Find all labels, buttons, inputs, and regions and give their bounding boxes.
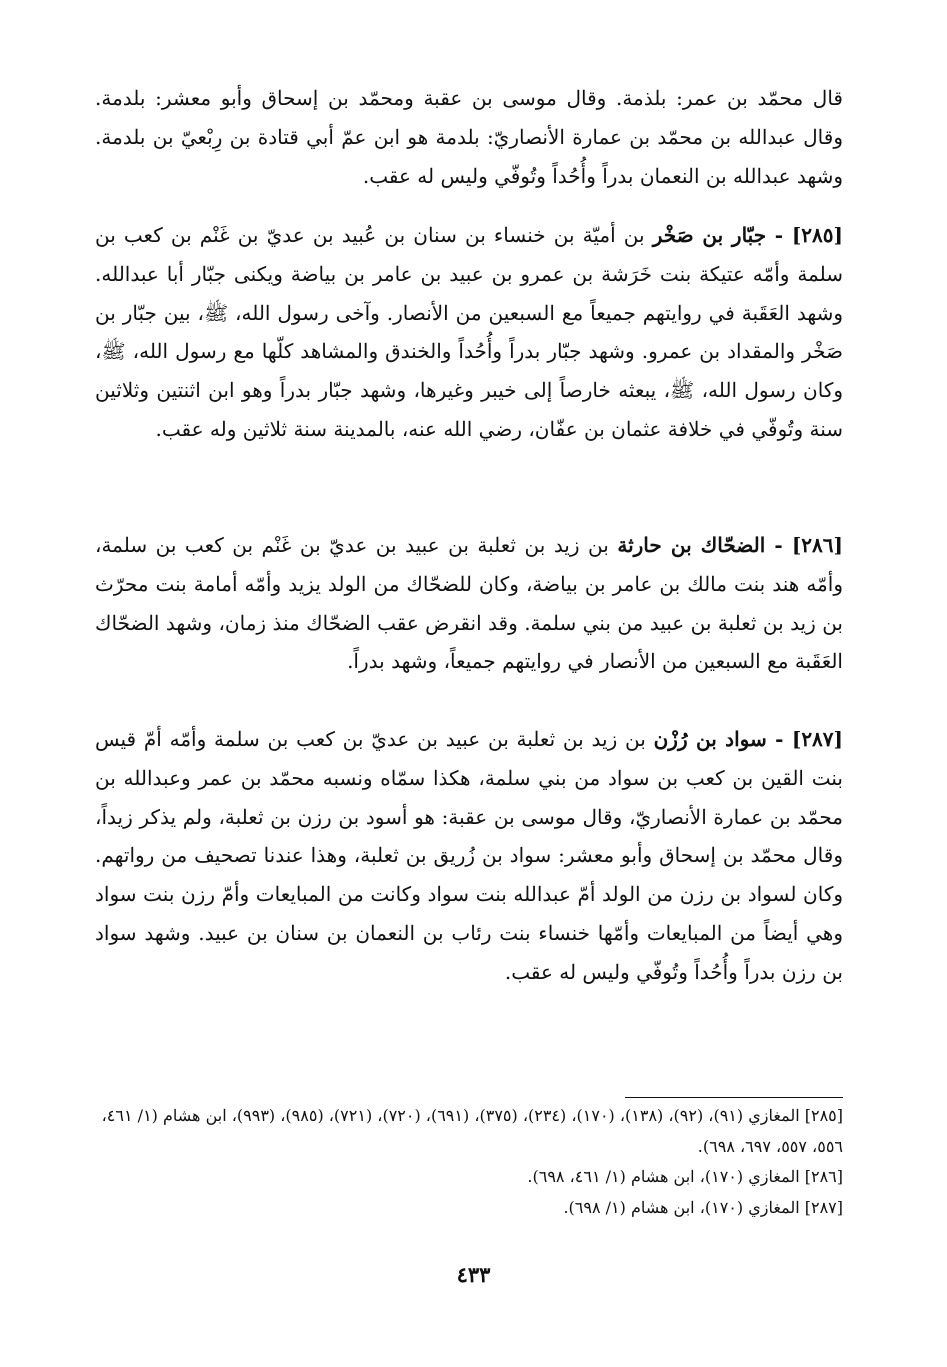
footnote-286: [٢٨٦] المغازي (١٧٠)، ابن هشام (١/ ٤٦١، ٦٩٨). [527, 1167, 843, 1186]
entry-285-name: جبّار بن صَخْر [652, 223, 767, 247]
intro-text: قال محمّد بن عمر: بلذمة. وقال موسى بن عقبة ومحمّد بن إسحاق وأبو معشر: بلدمة. وقال عبدالله بن محمّد بن عمارة الأنصاريّ: بلدمة هو ابن عمّ أبي قتادة بن رِبْعيّ بن بلدمة. وشهد عبدالله بن النعمان بدراً وأُحُداً وتُوفّي وليس له عقب. [95, 86, 843, 188]
footnote-divider [625, 1097, 843, 1098]
entry-286-name: الضحّاك بن حارثة [617, 533, 766, 557]
entry-286-text: بن زيد بن ثعلبة بن عبيد بن عديّ بن غَنْم بن كعب بن سلمة، وأمّه هند بنت مالك بن عامر بن بياضة، وكان للضحّاك من الولد يزيد وأمّه أمامة بنت محرّث بن زيد بن ثعلبة بن عبيد من بني سلمة. وقد انقرض عقب الضحّاك منذ زمان، وشهد الضحّاك العَقَبة مع السبعين من الأنصار في روايتهم جميعاً، وشهد بدراً. [95, 533, 843, 674]
footnote-285: [٢٨٥] المغازي (٩١)، (٩٢)، (١٣٨)، (١٧٠)، (٢٣٤)، (٣٧٥)، (٦٩١)، (٧٢٠)، (٧٢١)، (٩٨٥)، (٩٩٣)، ابن هشام (١/ ٤٦١، ٥٥٦، ٥٥٧، ٦٩٧، ٦٩٨). [101, 1106, 843, 1156]
entry-287-number: [٢٨٧] [791, 727, 844, 751]
entry-285-paragraph [95, 216, 843, 449]
footnotes [95, 1101, 843, 1223]
entry-287 [95, 720, 843, 992]
entry-286 [95, 526, 843, 681]
entry-286-number: [٢٨٦] [791, 533, 843, 557]
entry-285-number: [٢٨٥] [791, 223, 843, 247]
entry-287-name: سواد بن رُزْن [653, 727, 767, 751]
entry-287-paragraph [95, 720, 843, 992]
entry-287-text: بن زيد بن ثعلبة بن عبيد بن عديّ بن كعب بن سلمة وأمّه أمّ قيس بنت القين بن كعب بن سواد من بني سلمة، هكذا سمّاه ونسبه محمّد بن عمر وعبدالله بن محمّد بن عمارة الأنصاريّ، وقال موسى بن عقبة: هو أسود بن رزن بن ثعلبة، ولم يذكر زيداً، وقال محمّد بن إسحاق وأبو معشر: سواد بن زُريق بن ثعلبة، وهذا عندنا تصحيف من رواتهم. وكان لسواد بن رزن من الولد أمّ عبدالله بنت سواد وكانت من المبايعات وأمّ رزن بنت سواد وهي أيضاً من المبايعات وأمّها خنساء بنت رئاب بن النعمان بن سنان بن عبيد. وشهد سواد بن رزن بدراً وأُحُداً وتُوفّي وليس له عقب. [95, 727, 843, 984]
entry-285-separator: - [766, 223, 792, 247]
entry-285-text: بن أميّة بن خنساء بن سنان بن عُبيد بن عديّ بن غَنْم بن كعب بن سلمة وأمّه عتيكة بنت خَرَشة بن عمرو بن عبيد بن عامر بن بياضة ويكنى جبّار أبا عبدالله. وشهد العَقَبة في روايتهم جميعاً مع السبعين من الأنصار. وآخى رسول الله، ﷺ، بين جبّار بن صَخْر والمقداد بن عمرو. وشهد جبّار بدراً وأُحُداً والخندق والمشاهد كلّها مع رسول الله، ﷺ، وكان رسول الله، ﷺ، يبعثه خارصاً إلى خيبر وغيرها، وشهد جبّار بدراً وهو ابن اثنتين وثلاثين سنة وتُوفّي في خلافة عثمان بن عفّان، رضي الله عنه، بالمدينة سنة ثلاثين وله عقب. [95, 223, 843, 441]
page-number: ٤٣٣ [456, 1262, 491, 1287]
intro-paragraph [95, 79, 843, 195]
footnote-287: [٢٨٧] المغازي (١٧٠)، ابن هشام (١/ ٦٩٨). [563, 1197, 843, 1217]
entry-286-separator: - [765, 533, 792, 557]
entry-285 [95, 216, 843, 449]
entry-286-paragraph [95, 526, 843, 681]
entry-287-separator: - [766, 727, 792, 751]
